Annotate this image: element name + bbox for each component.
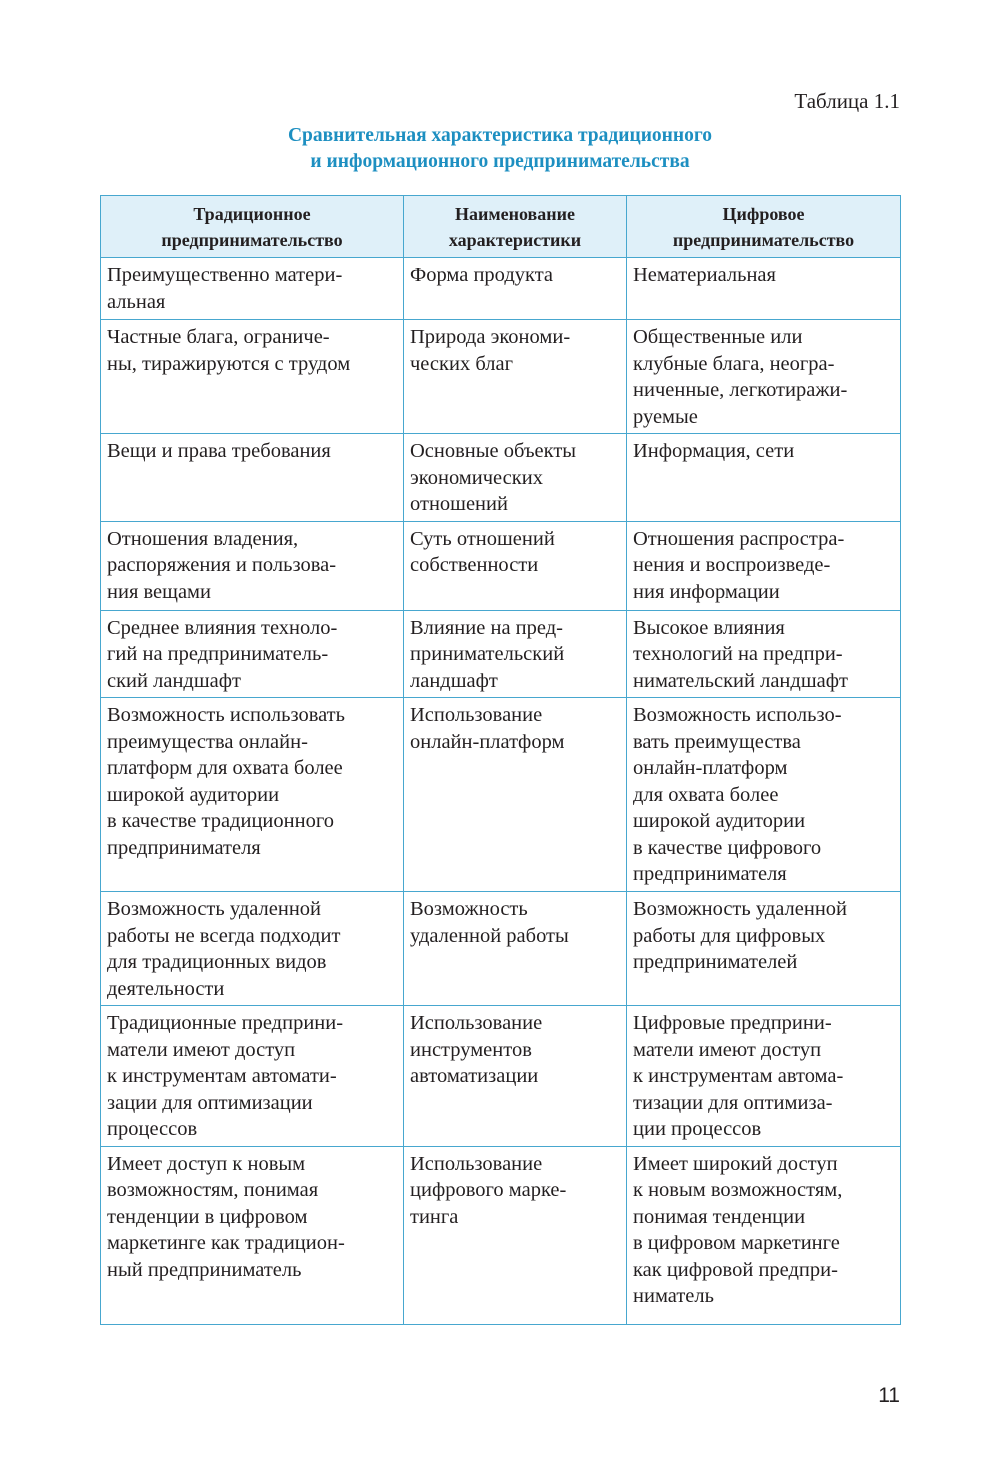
cell-text-line: деятельности [107, 977, 225, 1000]
table-row [101, 892, 901, 1006]
cell-text-line: Возможность удаленной [107, 898, 322, 920]
cell-traditional [101, 1006, 404, 1147]
cell-text-line: Имеет широкий доступ [633, 1152, 838, 1175]
cell-text-line: Цифровые предприни- [633, 1012, 832, 1034]
table-row [101, 1006, 901, 1147]
cell-characteristic [404, 892, 627, 1006]
header-line: Наименование [455, 204, 575, 224]
cell-characteristic [404, 698, 627, 892]
cell-text-line: нимательский ландшафт [633, 669, 848, 692]
cell-text-line: Возможность использовать [107, 704, 345, 726]
cell-text-line: цифрового марке- [410, 1179, 567, 1201]
cell-digital [627, 434, 901, 522]
cell-text-line: платформ для охвата более [107, 757, 343, 779]
cell-text-line: возможностям, понимая [107, 1179, 319, 1201]
caption-line: и информационного предпринимательства [310, 151, 690, 172]
table-row [101, 434, 901, 522]
cell-text-line: в качестве цифрового [633, 836, 822, 859]
cell-traditional [101, 698, 404, 892]
table-label: Таблица 1.1 [794, 89, 900, 113]
cell-text-line: Информация, сети [633, 440, 795, 462]
cell-text-line: в качестве традиционного [107, 810, 334, 832]
cell-characteristic [404, 320, 627, 434]
header-line: предпринимательство [672, 230, 855, 250]
table-row [101, 258, 901, 320]
cell-digital [627, 1146, 901, 1324]
cell-text-line: ниченные, легкотиражи- [633, 379, 848, 401]
header-line: Цифровое [722, 204, 805, 224]
header-digital [627, 196, 901, 258]
cell-characteristic [404, 610, 627, 698]
cell-text-line: преимущества онлайн- [107, 730, 308, 753]
header-characteristic [404, 196, 627, 258]
cell-traditional [101, 1146, 404, 1324]
table-body [101, 258, 901, 1325]
cell-text-line: маркетинге как традицион- [107, 1232, 345, 1254]
cell-text-line: процессов [107, 1118, 198, 1140]
cell-traditional [101, 892, 404, 1006]
cell-traditional [101, 258, 404, 320]
cell-text-line: вать преимущества [633, 730, 801, 753]
table-row [101, 521, 901, 610]
cell-text-line: Суть отношений [410, 527, 555, 550]
cell-text-line: клубные блага, неогра- [633, 352, 835, 375]
cell-text-line: Нематериальная [633, 264, 776, 286]
cell-text-line: отношений [410, 493, 508, 515]
table-row [101, 1146, 901, 1324]
cell-text-line: Использование [410, 704, 543, 726]
cell-digital [627, 258, 901, 320]
cell-characteristic [404, 1146, 627, 1324]
cell-text-line: ны, тиражируются с трудом [107, 352, 351, 375]
cell-text-line: удаленной работы [410, 924, 569, 947]
table-caption [0, 123, 1000, 175]
table-row [101, 698, 901, 892]
cell-digital [627, 1006, 901, 1147]
cell-text-line: нения и воспроизведе- [633, 554, 831, 576]
cell-traditional [101, 610, 404, 698]
cell-text-line: к новым возможностям, [633, 1179, 843, 1201]
cell-text-line: Высокое влияния [633, 616, 785, 639]
cell-text-line: Традиционные предприни- [107, 1012, 344, 1034]
cell-text-line: Форма продукта [410, 264, 553, 286]
cell-text-line: широкой аудитории [107, 783, 280, 806]
cell-characteristic [404, 521, 627, 610]
table-row [101, 320, 901, 434]
cell-text-line: руемые [633, 405, 698, 428]
cell-traditional [101, 320, 404, 434]
cell-text-line: альная [107, 290, 166, 313]
cell-digital [627, 320, 901, 434]
cell-text-line: матели имеют доступ [633, 1038, 822, 1061]
cell-characteristic [404, 434, 627, 522]
cell-text-line: тизации для оптимиза- [633, 1091, 833, 1114]
cell-text-line: ландшафт [410, 669, 498, 692]
cell-text-line: Общественные или [633, 326, 803, 348]
caption-line: Сравнительная характеристика традиционного [287, 125, 713, 146]
cell-digital [627, 698, 901, 892]
header-line: характеристики [448, 230, 582, 250]
cell-text-line: понимая тенденции [633, 1205, 806, 1228]
cell-text-line: к инструментам автомати- [107, 1065, 337, 1087]
cell-text-line: онлайн-платформ [633, 757, 788, 779]
cell-characteristic [404, 258, 627, 320]
cell-digital [627, 892, 901, 1006]
cell-text-line: собственности [410, 554, 539, 576]
cell-text-line: Частные блага, ограниче- [107, 326, 330, 348]
cell-text-line: ный предприниматель [107, 1258, 302, 1281]
cell-text-line: Основные объекты [410, 440, 577, 462]
cell-text-line: широкой аудитории [633, 810, 806, 832]
header-line: предпринимательство [161, 230, 343, 250]
cell-text-line: Возможность использо- [633, 704, 842, 726]
cell-text-line: принимательский [410, 643, 565, 665]
cell-text-line: инструментов [410, 1038, 532, 1061]
cell-text-line: Возможность удаленной [633, 898, 848, 920]
cell-text-line: матели имеют доступ [107, 1038, 296, 1061]
cell-text-line: Вещи и права требования [107, 440, 331, 462]
cell-traditional [101, 521, 404, 610]
cell-text-line: Использование [410, 1012, 543, 1034]
cell-text-line: зации для оптимизации [107, 1091, 313, 1114]
table-row [101, 610, 901, 698]
cell-text-line: технологий на предпри- [633, 643, 843, 665]
cell-text-line: Отношения распростра- [633, 527, 845, 550]
cell-text-line: предпринимателей [633, 951, 798, 973]
header-line: Традиционное [193, 204, 311, 224]
cell-text-line: для охвата более [633, 783, 779, 806]
cell-text-line: тенденции в цифровом [107, 1205, 308, 1228]
cell-text-line: ческих благ [410, 352, 513, 375]
cell-text-line: Среднее влияния техноло- [107, 616, 338, 639]
cell-text-line: Влияние на пред- [410, 616, 563, 639]
cell-text-line: ции процессов [633, 1118, 762, 1140]
cell-text-line: гий на предприниматель- [107, 643, 329, 665]
cell-text-line: Использование [410, 1152, 543, 1175]
cell-text-line: онлайн-платформ [410, 730, 565, 753]
cell-text-line: Природа экономи- [410, 326, 571, 348]
cell-text-line: Возможность [410, 898, 528, 920]
cell-text-line: Имеет доступ к новым [107, 1152, 306, 1175]
cell-text-line: Отношения владения, [107, 527, 299, 550]
cell-text-line: ния вещами [107, 580, 211, 603]
cell-text-line: ния информации [633, 580, 780, 603]
cell-text-line: для традиционных видов [107, 951, 327, 973]
cell-text-line: как цифровой предпри- [633, 1258, 838, 1281]
header-traditional [101, 196, 404, 258]
cell-digital [627, 521, 901, 610]
cell-text-line: работы не всегда подходит [107, 924, 341, 947]
cell-traditional [101, 434, 404, 522]
cell-text-line: работы для цифровых [633, 924, 826, 947]
cell-text-line: предпринимателя [107, 836, 261, 859]
cell-text-line: Преимущественно матери- [107, 264, 343, 286]
table-header-row [101, 196, 901, 258]
cell-text-line: тинга [410, 1205, 459, 1228]
comparison-table [100, 195, 901, 1325]
page-number: 11 [878, 1384, 900, 1407]
cell-text-line: предпринимателя [633, 863, 787, 885]
cell-text-line: распоряжения и пользова- [107, 554, 337, 576]
cell-text-line: в цифровом маркетинге [633, 1232, 840, 1254]
cell-text-line: к инструментам автома- [633, 1065, 844, 1087]
cell-text-line: экономических [410, 466, 543, 489]
cell-characteristic [404, 1006, 627, 1147]
cell-text-line: ниматель [633, 1285, 714, 1307]
cell-text-line: автоматизации [410, 1065, 539, 1087]
cell-text-line: ский ландшафт [107, 669, 241, 692]
cell-digital [627, 610, 901, 698]
